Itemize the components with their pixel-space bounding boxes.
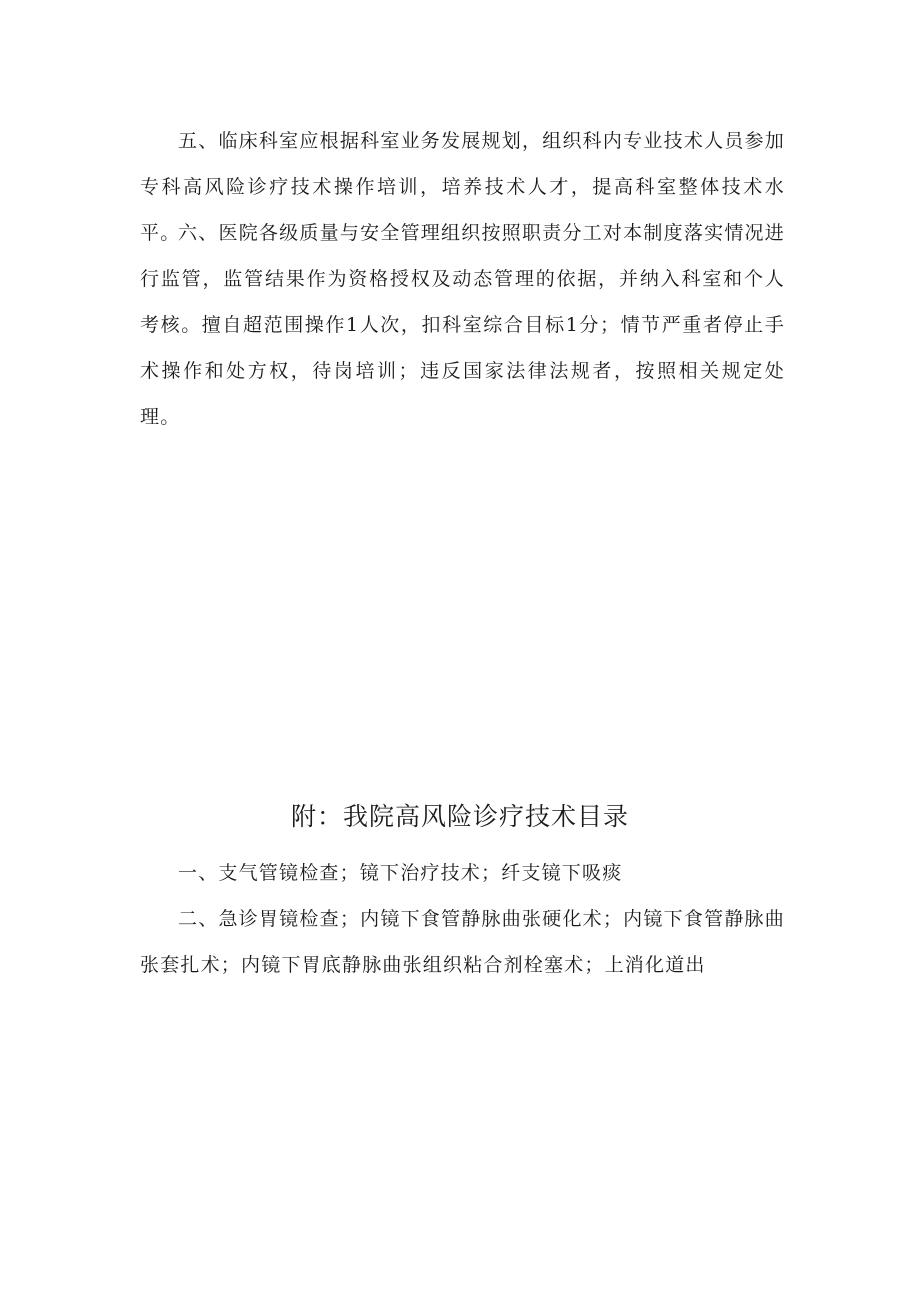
appendix-title: 附：我院高风险诊疗技术目录	[290, 802, 629, 831]
paragraph-6: 六、医院各级质量与安全管理组织按照职责分工对本制度落实情况进行监管，监管结果作为资格授权及动态管理的依据，并纳入科室和个人考核。擅自超范围操作1人次，扣科室综合目标1分；情节严重者停止手术操作和处方权，待岗培训；违反国家法律法规者，按照相关规定处理。	[140, 222, 785, 428]
appendix-item-2: 二、急诊胃镜检查；内镜下食管静脉曲张硬化术；内镜下食管静脉曲张套扎术；内镜下胃底静脉曲张组织粘合剂栓塞术；上消化道出	[140, 908, 785, 976]
paragraph-5: 五、临床科室应根据科室业务发展规划，组织科内专业技术人员参加专科高风险诊疗技术操作培训，培养技术人才，提高科室整体技术水平。	[140, 130, 785, 244]
appendix-item-1: 一、支气管镜检查；镜下治疗技术；纤支镜下吸痰	[178, 862, 623, 884]
